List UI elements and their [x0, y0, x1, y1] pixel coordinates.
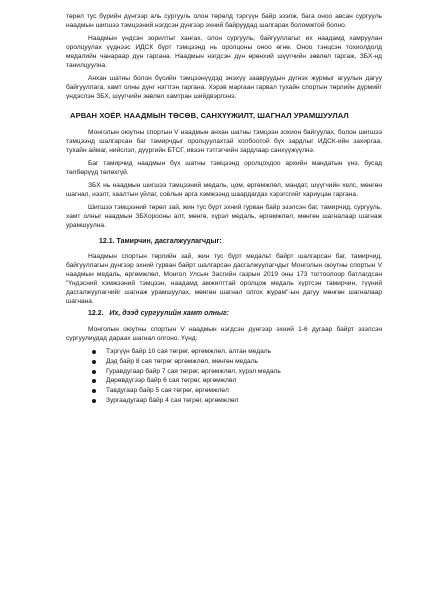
subheading-text: Их, дээд сургуулийн хамт олныг: — [109, 310, 230, 317]
paragraph-athletes-coaches: Наадмын спортын төрлийн зай, жин тус бүрт медальт байрт шалгарсан баг, тамирчид, байгууллагын дүнгээр эхний гурван байрт шалгарсан дасгалжуулагчдыг Монголын оюутны спортын V наадмын медаль, өргөмжлөл, Монгол Улсын Засгийн газрын 2019 оны 173 тогтоолоор батлагдсан "Үндэсний хэмжээний тэмцээн, наадамд амжилттай оролцож медаль хүртсэн тамирчин, түүний дасгалжуулагчийг шагнаж урамшуулах, мөнгөн шагнал олгох журам"-ын дагуу мөнгөн шагналаар шагнана. — [66, 253, 382, 305]
paragraph-medal-awards: Шигшээ тэмцээний төрөл зай, жин тус бүрт эхний гурван байр эзэлсэн баг, тамирчид, сургууль, хамт олныг наадмын ЗБХорооны алт, мөнгө, хүрэл медаль, өргөмжлөл, мөнгөн шагналаар шагнаж урамшуулна. — [66, 204, 382, 229]
paragraph-intro-continued: төрөл тус бүрийн дүнгээр аль сургууль олон төрөлд тэргүүн байр эзэлж, бага оноо авсан сургууль наадмын шигшээ тэмцээний нэгдсэн дүнгээр эхний байруудад шалгарах боломжтой болно. — [66, 13, 382, 29]
section-heading-budget: АРВАН ХОЁР. НААДМЫН ТӨСӨВ, САНХҮҮЖИЛТ, ШАГНАЛ УРАМШУУЛАЛ — [70, 111, 349, 120]
paragraph-committee-supplies: ЗБХ нь наадмын шигшээ тэмцээний медаль, цом, өргөмжлөл, мандат, шүүгчийн хелс, мөнгөн шагнал, нээлт, хаалтын үйлаг, соёлын арга хэмжээнд шаардагдах хэрэгсгийг хариуцан гаргана. — [66, 182, 382, 198]
subheading-athletes-coaches: 12.1. Тамирчин, дасгалжуулагчдыг: — [99, 238, 222, 245]
list-item: Дөрөвдүгээр байр 6 сая төгрөг, өргөмжлөл — [106, 376, 382, 386]
list-item: Дэд байр 8 сая төгрөг өргөмжлөл, мөнгөн медаль — [106, 357, 382, 367]
list-item: Зургаадугаар байр 4 сая төгрөг, өргөмжлөл — [106, 396, 382, 406]
list-item: Тавдугаар байр 5 сая төгрөг, өргөмжлөл — [106, 386, 382, 396]
awards-list — [66, 347, 382, 406]
paragraph-participation-points: Наадмын үндсэн зорилтыг хангах, олон сургууль, байгууллагыг их наадамд хамруулан оролцуулах үүднээс ИДСК бүрт тэмцээнд нь оролцоны оноо өгнө. Оноо тэнцсэн тохиолдолд медалийн чанараар дүн гаргана. Наадмын нэгдсэн дүн өрөнхий шүүгчийн зөвлөл гаргаж, ЗБХ-нд танилцуулна. — [66, 35, 382, 69]
subheading-number: 12.2. — [88, 310, 104, 317]
paragraph-university-awards: Монголын оюутны спортын V наадмын нэгдсэн дүнгээр эхний 1-6 дугаар байрт эзэлсэн сургуулиудад дараах шагнал олгоно. Үүнд: — [66, 326, 382, 342]
list-item: Гуравдугаар байр 7 сая төгрөг, өргөмжлөл, хүрэл медаль — [106, 367, 382, 377]
subheading-university-teams — [88, 310, 382, 317]
paragraph-funding: Монголын оюутны спортын V наадмын анхан шатны тэмцээн зохион байгуулах, болон шигшээ тэмцээнд шалгарсан баг тамирчдыг оролцуулахтай холбоотой бүх зардлыг ИДСК-ийн захиргаа, тухайн аймаг, нийслэл, дүүргийн БТСГ, ивээн тэтгэгчийн зардлаар санхүүжүүлнэ. — [66, 129, 382, 154]
paragraph-dispute-resolution: Анхан шатны болон бүсийн тэмцээнүүдэд энэхүү заавруудын дүгнэх журмыг агуулын дагуу байгууллага, хамт олны дүнг нэгтгэн гаргана. Хэрэв маргаан гарвал тухайн спортын төрлийн дүрмийг үндэслэн ЗБХ, шүүгчийн зөвлөл хамтран шийдвэрлэнэ. — [66, 75, 382, 100]
paragraph-no-fees: Баг тамирчид наадмын бүх шатны тэмцээнд оролцохдоо архийн мандатын үнэ, бусад төлбөрүүд төлөхгүй. — [66, 160, 382, 176]
list-item: Тэргүүн байр 10 сая төгрөг, өргөмжлөл, алтан медаль — [106, 347, 382, 357]
